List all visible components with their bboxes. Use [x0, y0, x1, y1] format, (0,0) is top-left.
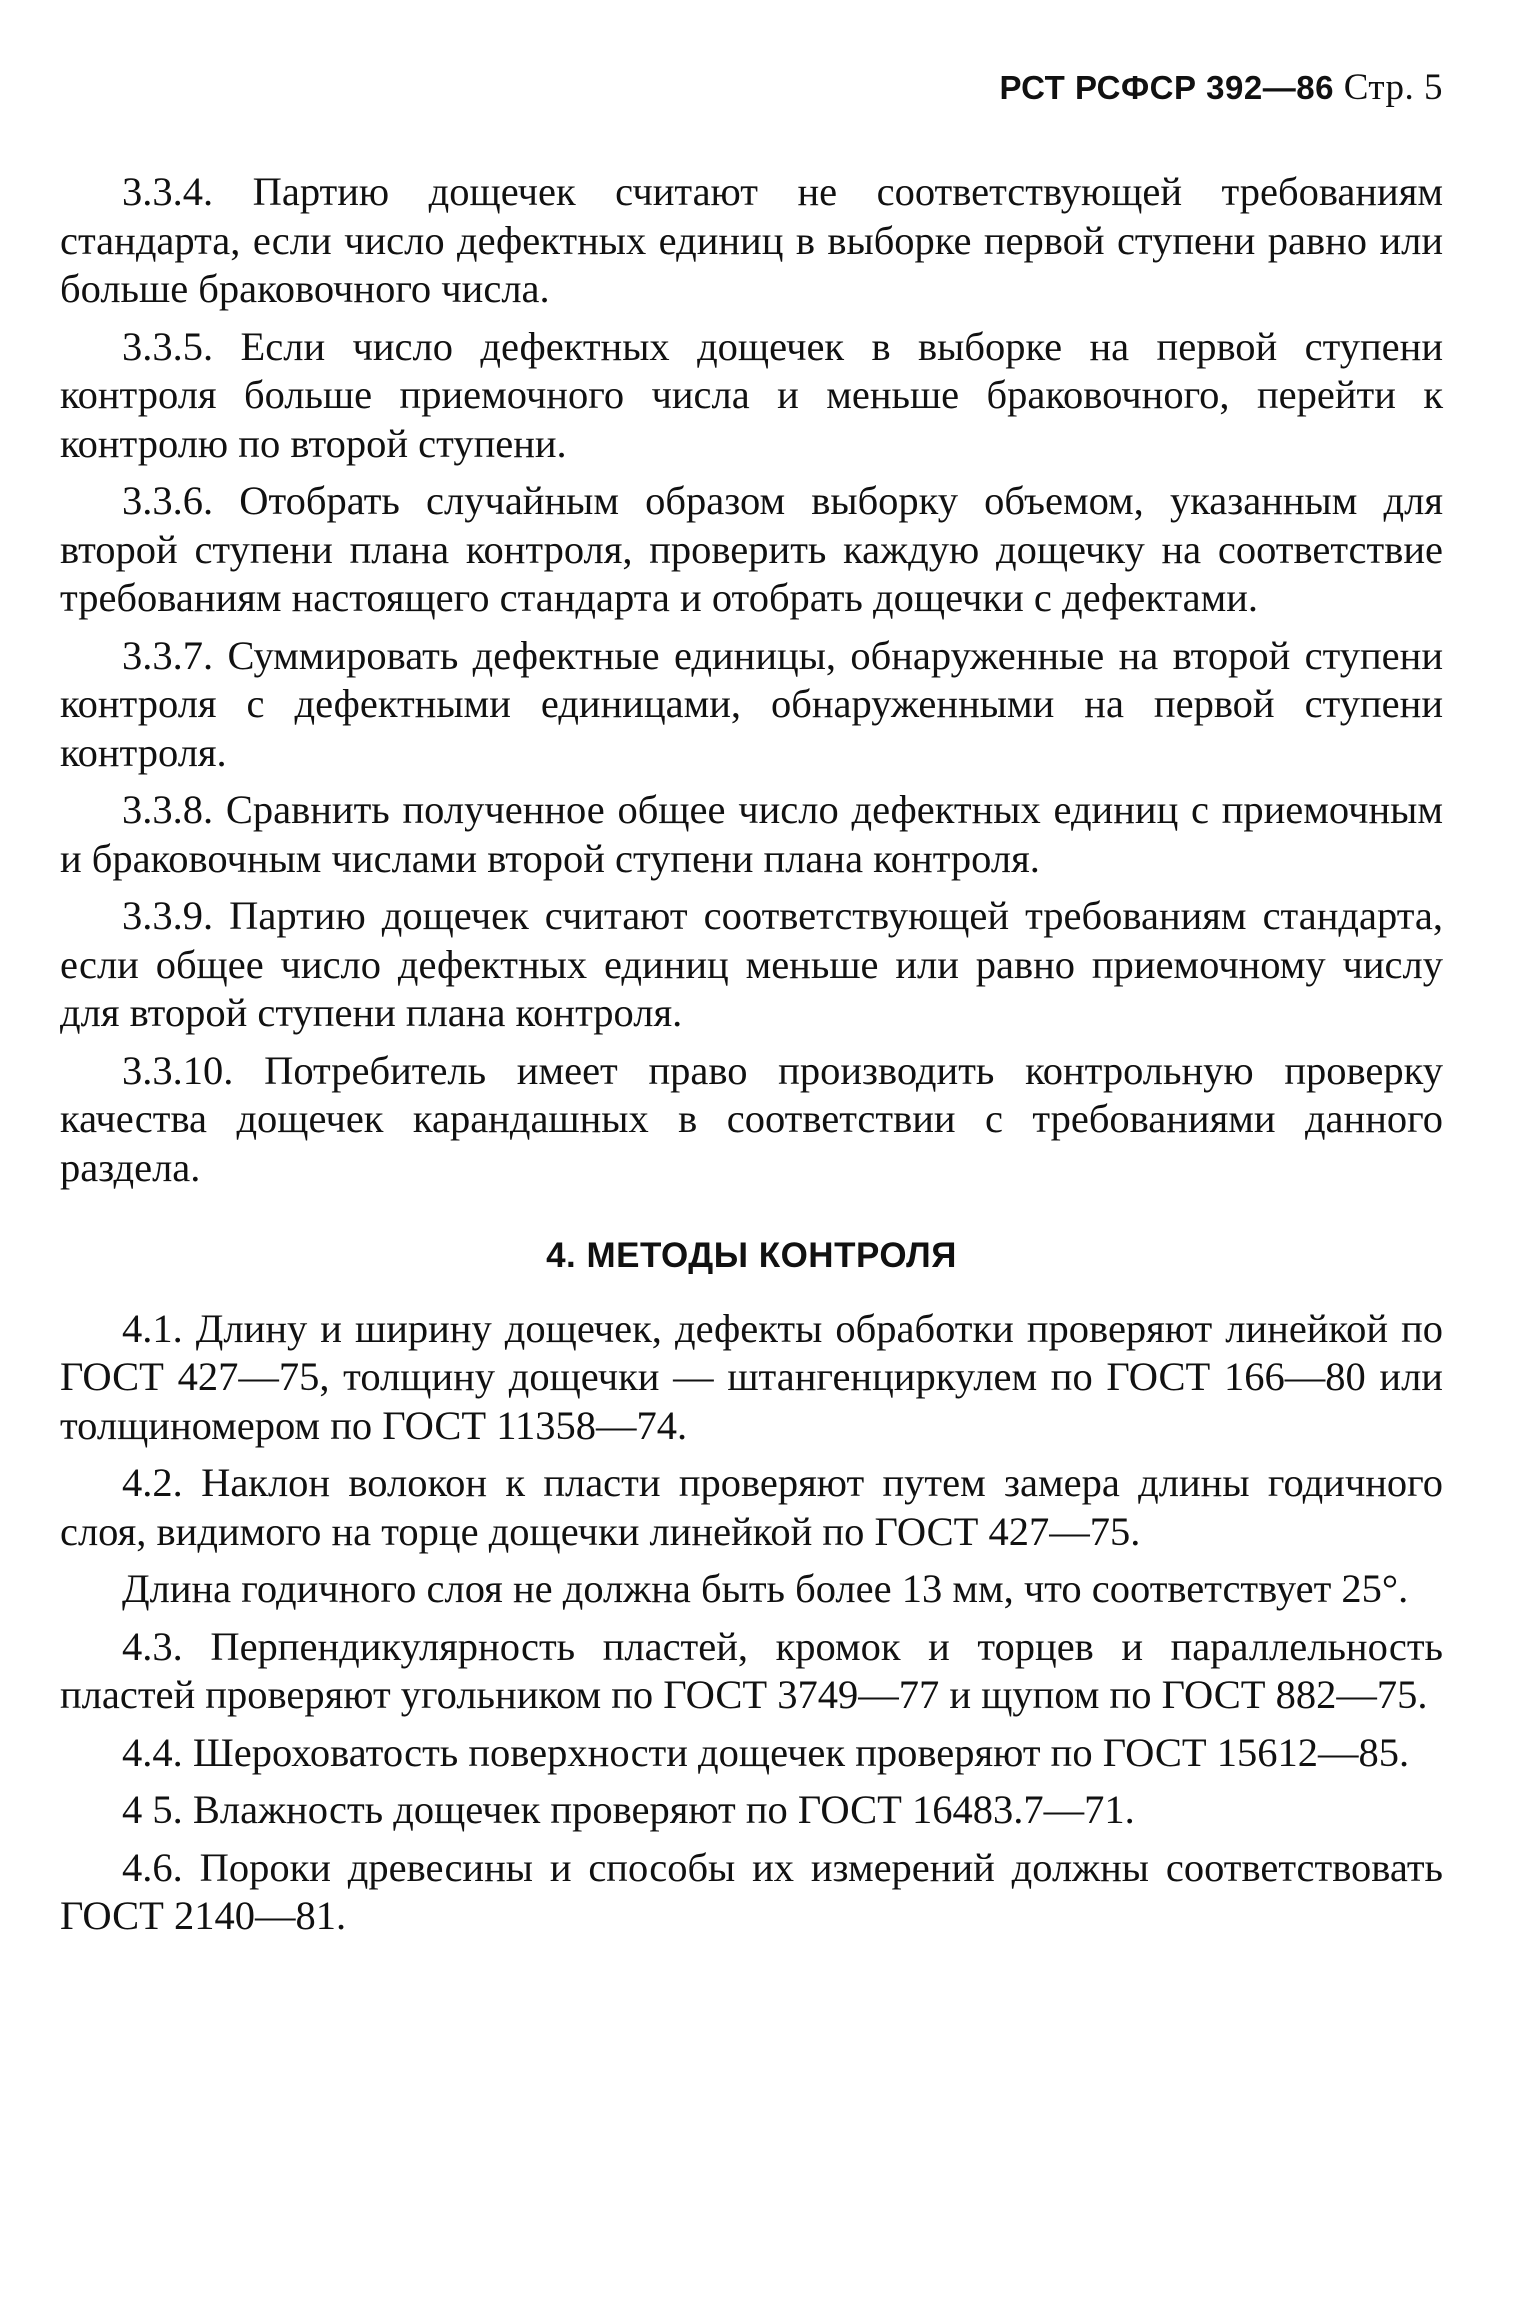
paragraph-3-3-5: 3.3.5. Если число дефектных дощечек в выборке на первой ступени контроля больше приемочного числа и меньше браковочного, перейти к контролю по второй ступени. [60, 323, 1443, 466]
page-number: Стр. 5 [1343, 67, 1443, 108]
paragraph-4-2: 4.2. Наклон волокон к пласти проверяют путем замера длины годичного слоя, видимого на торце дощечки линейкой по ГОСТ 427—75. [60, 1460, 1443, 1554]
paragraph-4-6: 4.6. Пороки древесины и способы их измерений должны соответствовать ГОСТ 2140—81. [60, 1844, 1443, 1938]
page-content [60, 168, 1443, 1950]
paragraph-4-4: 4.4. Шероховатость поверхности дощечек проверяют по ГОСТ 15612—85. [122, 1729, 1410, 1775]
paragraph-4-1: 4.1. Длину и ширину дощечек, дефекты обработки проверяют линейкой по ГОСТ 427—75, толщину дощечки — штангенциркулем по ГОСТ 166—80 или толщиномером по ГОСТ 11358—74. [60, 1305, 1443, 1448]
section-title: 4. МЕТОДЫ КОНТРОЛЯ [546, 1236, 957, 1275]
page-header [999, 66, 1443, 109]
paragraph-3-3-9: 3.3.9. Партию дощечек считают соответствующей требованиям стандарта, если общее число дефектных единиц меньше или равно приемочному числу для второй ступени плана контроля. [60, 893, 1443, 1035]
paragraph-3-3-8: 3.3.8. Сравнить полученное общее число дефектных единиц с приемочным и браковочным числами второй ступени плана контроля. [60, 787, 1443, 881]
paragraph-4-3: 4.3. Перпендикулярность пластей, кромок и торцев и параллельность пластей проверяют угольником по ГОСТ 3749—77 и щупом по ГОСТ 882—75. [60, 1623, 1443, 1717]
paragraph-3-3-4: 3.3.4. Партию дощечек считают не соответствующей требованиям стандарта, если число дефектных единиц в выборке первой ступени равно или больше браковочного числа. [60, 169, 1443, 311]
paragraph-3-3-7: 3.3.7. Суммировать дефектные единицы, обнаруженные на второй ступени контроля с дефектными единицами, обнаруженными на первой ступени контроля. [60, 632, 1443, 775]
standard-code: РСТ РСФСР 392—86 [999, 69, 1334, 106]
paragraph-3-3-10: 3.3.10. Потребитель имеет право производить контрольную проверку качества дощечек карандашных в соответствии с требованиями данного раздела. [60, 1047, 1443, 1190]
paragraph-4-2-note: Длина годичного слоя не должна быть более 13 мм, что соответствует 25°. [122, 1566, 1409, 1611]
paragraph-3-3-6: 3.3.6. Отобрать случайным образом выборку объемом, указанным для второй ступени плана контроля, проверить каждую дощечку на соответствие требованиям настоящего стандарта и отобрать дощечки с дефектами. [60, 478, 1443, 620]
paragraph-4-5: 4 5. Влажность дощечек проверяют по ГОСТ 16483.7—71. [122, 1787, 1135, 1832]
